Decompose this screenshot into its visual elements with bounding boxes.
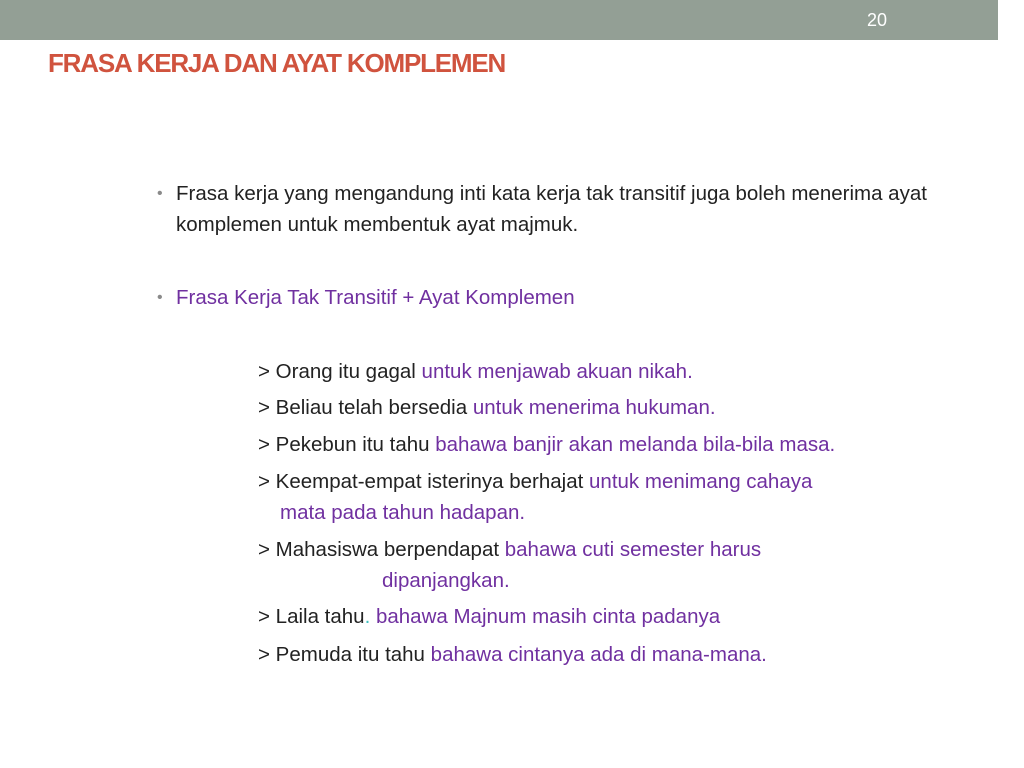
bullet-marker: • bbox=[157, 289, 163, 306]
bullet-marker: • bbox=[157, 185, 163, 202]
example-sentence bbox=[258, 534, 998, 596]
example-stray-dot: . bbox=[364, 605, 371, 628]
example-main-clause: > Beliau telah bersedia bbox=[258, 396, 473, 419]
example-main-clause: > Mahasiswa berpendapat bbox=[258, 538, 505, 561]
example-complement: bahawa Majnum masih cinta padanya bbox=[370, 605, 721, 628]
example-main-clause: > Laila tahu bbox=[258, 605, 365, 628]
example-sentence bbox=[258, 601, 998, 632]
bullet-point-definition bbox=[157, 178, 957, 240]
example-complement-continuation: mata pada tahun hadapan. bbox=[280, 501, 526, 524]
example-sentence bbox=[258, 639, 998, 670]
example-sentence bbox=[258, 429, 998, 460]
example-complement: bahawa cintanya ada di mana-mana. bbox=[430, 643, 767, 666]
bullet-text: Frasa Kerja Tak Transitif + Ayat Komplemen bbox=[176, 286, 575, 309]
bullet-text: Frasa kerja yang mengandung inti kata kerja tak transitif juga boleh menerima ayat komplemen untuk membentuk ayat majmuk. bbox=[176, 182, 927, 236]
example-complement: bahawa cuti semester harus bbox=[504, 538, 762, 561]
example-complement-continuation: dipanjangkan. bbox=[382, 569, 510, 592]
header-bar bbox=[0, 0, 998, 40]
example-main-clause: > Orang itu gagal bbox=[258, 360, 422, 383]
example-complement: untuk menimang cahaya bbox=[589, 470, 813, 493]
example-main-clause: > Keempat-empat isterinya berhajat bbox=[258, 470, 590, 493]
example-complement: untuk menjawab akuan nikah. bbox=[421, 360, 693, 383]
slide-number: 20 bbox=[866, 10, 888, 30]
example-main-clause: > Pekebun itu tahu bbox=[258, 433, 436, 456]
example-sentence bbox=[258, 466, 998, 528]
example-sentence bbox=[258, 392, 998, 423]
bullet-point-formula bbox=[157, 282, 957, 313]
example-sentence bbox=[258, 356, 998, 387]
example-complement: bahawa banjir akan melanda bila-bila masa. bbox=[435, 433, 836, 456]
example-main-clause: > Pemuda itu tahu bbox=[258, 643, 431, 666]
slide-title: FRASA KERJA DAN AYAT KOMPLEMEN bbox=[48, 48, 506, 78]
example-complement: untuk menerima hukuman. bbox=[472, 396, 716, 419]
